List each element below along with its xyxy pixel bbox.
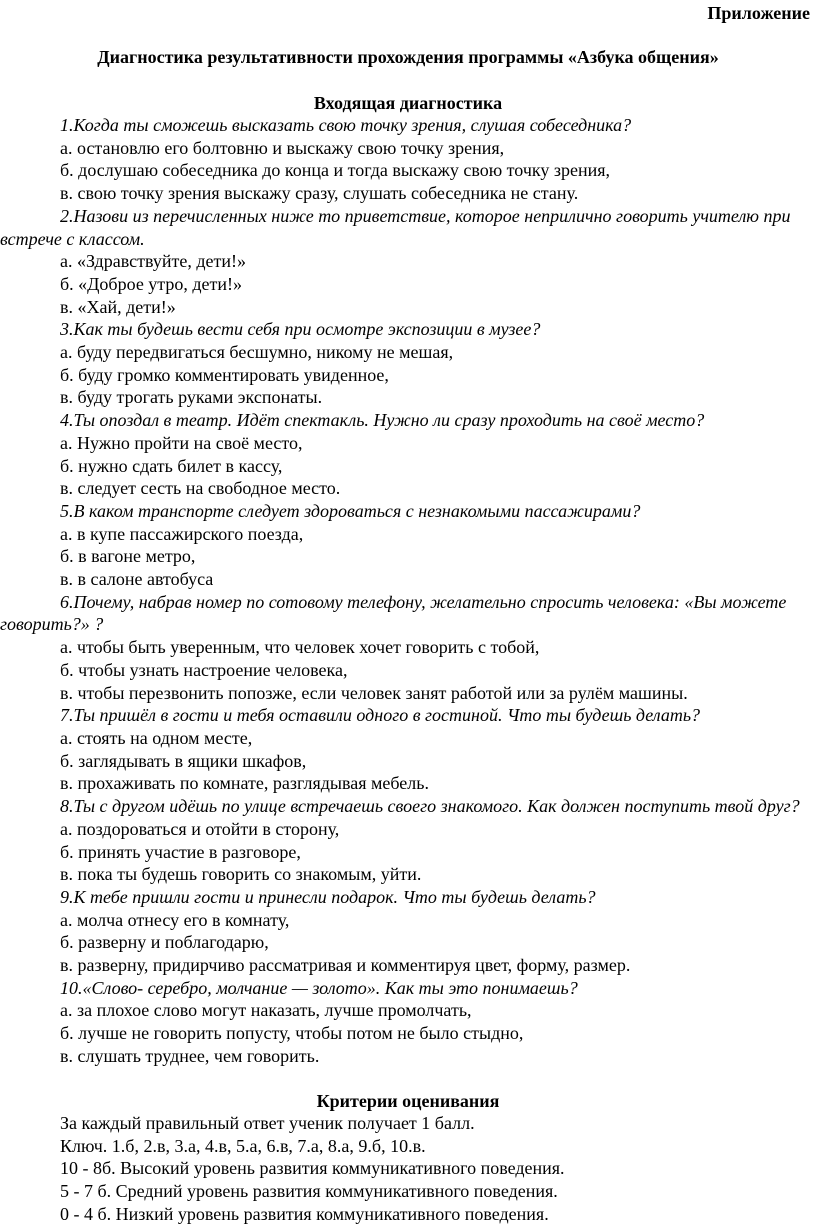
section-title-incoming: Входящая диагностика (313, 93, 503, 113)
answer-5b: б. в вагоне метро, (60, 546, 196, 567)
answer-7a: а. стоять на одном месте, (60, 727, 253, 748)
answer-5c: в. в салоне автобуса (60, 569, 214, 590)
question-7: 7.Ты пришёл в гости и тебя оставили одного в гостиной. Что ты будешь делать? (60, 705, 701, 726)
answer-1c: в. свою точку зрения выскажу сразу, слушать собеседника не стану. (60, 183, 579, 204)
appendix-label: Приложение (707, 3, 810, 23)
answer-8c: в. пока ты будешь говорить со знакомым, уйти. (60, 864, 422, 885)
question-3: 3.Как ты будешь вести себя при осмотре экспозиции в музее? (60, 319, 541, 340)
section-title-criteria: Критерии оценивания (316, 1091, 500, 1111)
criteria-level-medium: 5 - 7 б. Средний уровень развития коммуникативного поведения. (60, 1181, 558, 1202)
answer-2a: а. «Здравствуйте, дети!» (60, 251, 246, 272)
answer-3b: б. буду громко комментировать увиденное, (60, 364, 389, 385)
criteria-list (0, 1112, 816, 1226)
answer-6a: а. чтобы быть уверенным, что человек хочет говорить с тобой, (60, 637, 540, 658)
answer-1b: б. дослушаю собеседника до конца и тогда выскажу свою точку зрения, (60, 160, 611, 181)
answer-10b: б. лучше не говорить попусту, чтобы потом не было стыдно, (60, 1023, 524, 1044)
answer-10a: а. за плохое слово могут наказать, лучше промолчать, (60, 1000, 472, 1021)
answer-5a: а. в купе пассажирского поезда, (60, 523, 304, 544)
answer-9a: а. молча отнесу его в комнату, (60, 909, 290, 930)
question-10: 10.«Слово- серебро, молчание — золото». Как ты это понимаешь? (60, 977, 578, 998)
answer-6b: б. чтобы узнать настроение человека, (60, 659, 348, 680)
answer-10c: в. слушать труднее, чем говорить. (60, 1045, 320, 1066)
document-title: Диагностика результативности прохождения программы «Азбука общения» (97, 47, 719, 67)
answer-9c: в. разверну, придирчиво рассматривая и комментируя цвет, форму, размер. (60, 955, 631, 976)
questions-list (0, 114, 816, 1068)
answer-1a: а. остановлю его болтовню и выскажу свою точку зрения, (60, 137, 505, 158)
question-4: 4.Ты опоздал в театр. Идёт спектакль. Нужно ли сразу проходить на своё место? (60, 410, 705, 431)
answer-9b: б. разверну и поблагодарю, (60, 932, 269, 953)
criteria-level-low: 0 - 4 б. Низкий уровень развития коммуникативного поведения. (60, 1203, 549, 1224)
criteria-level-high: 10 - 8б. Высокий уровень развития коммуникативного поведения. (60, 1158, 565, 1179)
question-2: 2.Назови из перечисленных ниже то приветствие, которое неприлично говорить учителю при встрече с классом. (0, 205, 791, 249)
criteria-key: Ключ. 1.б, 2.в, 3.а, 4.в, 5.а, 6.в, 7.а, 8.а, 9.б, 10.в. (60, 1135, 426, 1156)
question-8: 8.Ты с другом идёшь по улице встречаешь своего знакомого. Как должен поступить твой друг? (60, 796, 800, 817)
question-5: 5.В каком транспорте следует здороваться с незнакомыми пассажирами? (60, 500, 641, 521)
answer-2c: в. «Хай, дети!» (60, 296, 176, 317)
answer-3a: а. буду передвигаться бесшумно, никому не мешая, (60, 342, 454, 363)
answer-7b: б. заглядывать в ящики шкафов, (60, 750, 307, 771)
answer-4b: б. нужно сдать билет в кассу, (60, 455, 283, 476)
question-1: 1.Когда ты сможешь высказать свою точку зрения, слушая собеседника? (60, 115, 632, 135)
question-9: 9.К тебе пришли гости и принесли подарок. Что ты будешь делать? (60, 886, 596, 907)
answer-7c: в. прохаживать по комнате, разглядывая мебель. (60, 773, 429, 794)
criteria-line-1: За каждый правильный ответ ученик получает 1 балл. (60, 1113, 475, 1133)
question-6: 6.Почему, набрав номер по сотовому телефону, желательно спросить человека: «Вы можете говорить?» ? (0, 591, 787, 635)
answer-6c: в. чтобы перезвонить попозже, если человек занят работой или за рулём машины. (60, 682, 688, 703)
answer-4a: а. Нужно пройти на своё место, (60, 432, 303, 453)
answer-4c: в. следует сесть на свободное место. (60, 478, 341, 499)
answer-8b: б. принять участие в разговоре, (60, 841, 301, 862)
answer-2b: б. «Доброе утро, дети!» (60, 273, 243, 294)
answer-3c: в. буду трогать руками экспонаты. (60, 387, 323, 408)
answer-8a: а. поздороваться и отойти в сторону, (60, 818, 340, 839)
